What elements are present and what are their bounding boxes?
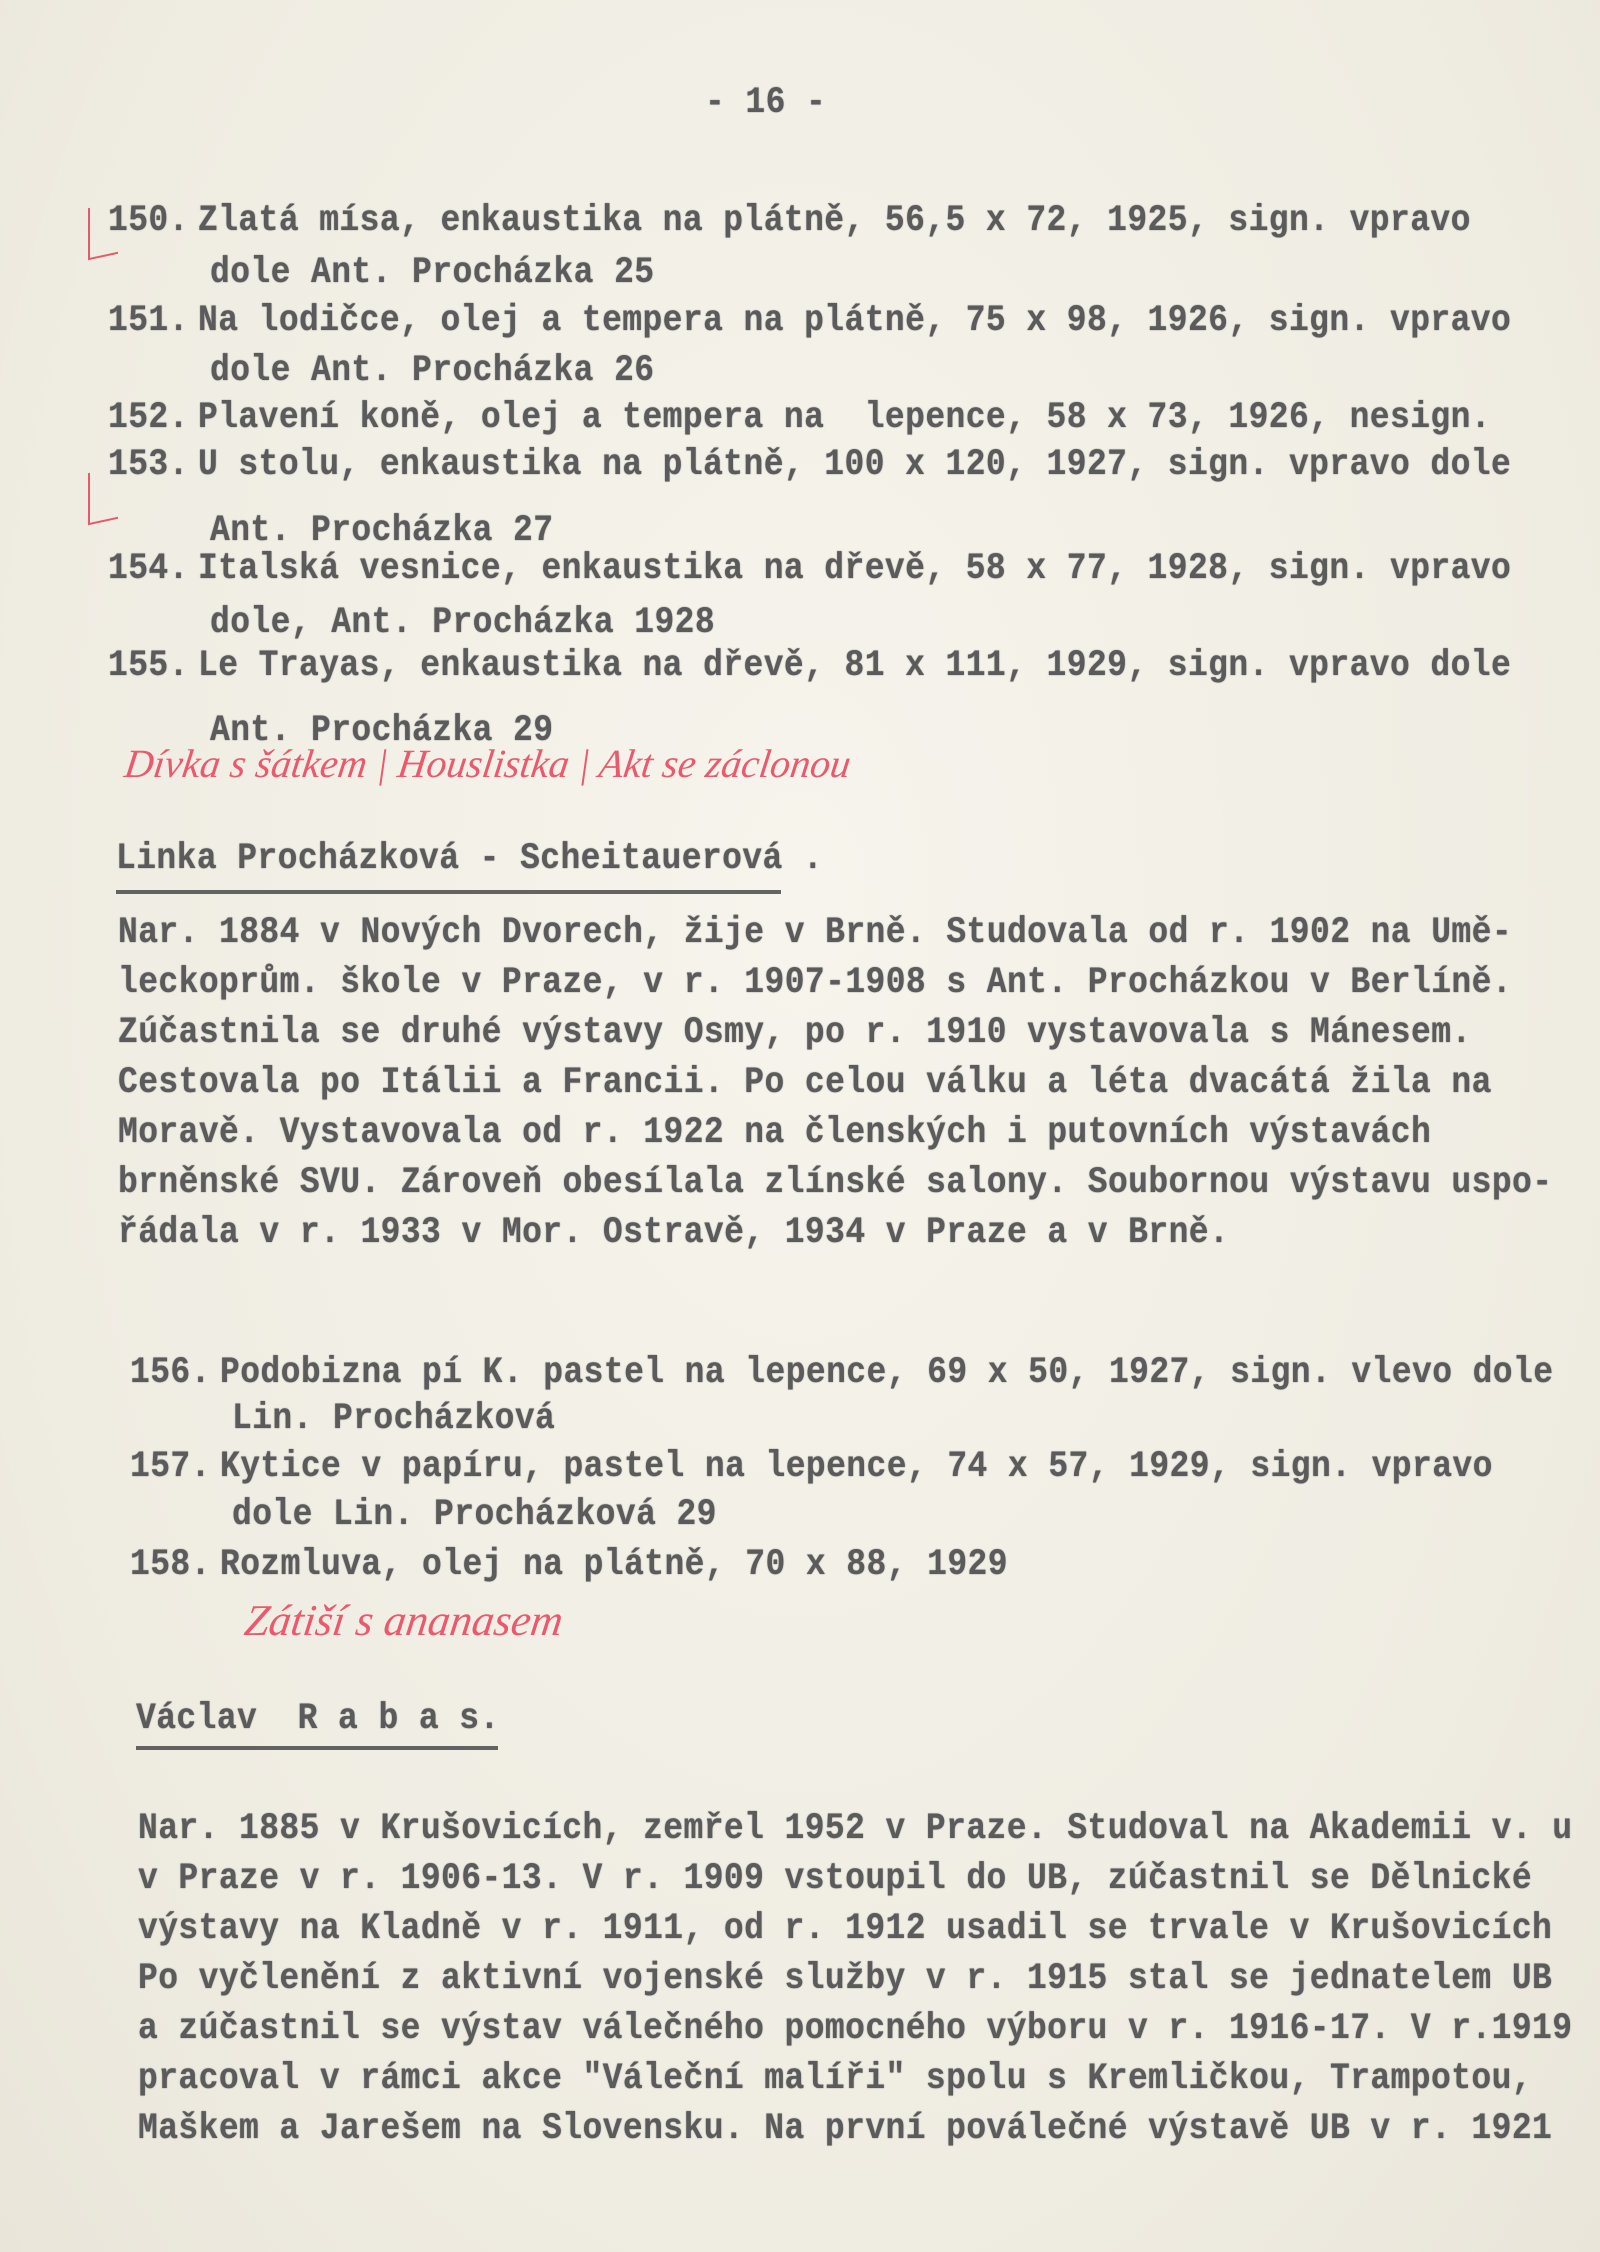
section-heading-rabas: Václav R a b a s. bbox=[136, 1698, 500, 1740]
heading-underline bbox=[136, 1746, 498, 1750]
entry-continuation: Ant. Procházka 27 bbox=[210, 510, 554, 552]
bio-line: Nar. 1885 v Krušovicích, zemřel 1952 v Praze. Studoval na Akademii v. u bbox=[138, 1808, 1573, 1850]
entry-text: U stolu, enkaustika na plátně, 100 x 120, 1927, sign. vpravo dole bbox=[198, 444, 1512, 486]
entry-text: Na lodičce, olej a tempera na plátně, 75 x 98, 1926, sign. vpravo bbox=[198, 300, 1512, 342]
entry-number: 152. bbox=[108, 397, 189, 439]
entry-text: Zlatá mísa, enkaustika na plátně, 56,5 x 72, 1925, sign. vpravo bbox=[198, 200, 1471, 242]
handwritten-note: Dívka s šátkem | Houslistka | Akt se záclonou bbox=[121, 741, 854, 786]
entry-text: Plavení koně, olej a tempera na lepence, 58 x 73, 1926, nesign. bbox=[198, 397, 1492, 439]
entry-number: 151. bbox=[108, 300, 189, 342]
entry-continuation: dole, Ant. Procházka 1928 bbox=[210, 602, 716, 644]
bio-line: Po vyčlenění z aktivní vojenské služby v r. 1915 stal se jednatelem UB bbox=[138, 1958, 1553, 2000]
bio-line: brněnské SVU. Zároveň obesílala zlínské salony. Soubornou výstavu uspo- bbox=[118, 1162, 1553, 1204]
bio-line: Maškem a Jarešem na Slovensku. Na první poválečné výstavě UB v r. 1921 bbox=[138, 2108, 1553, 2150]
bio-line: výstavy na Kladně v r. 1911, od r. 1912 usadil se trvale v Krušovicích bbox=[138, 1908, 1553, 1950]
bio-line: Cestovala po Itálii a Francii. Po celou válku a léta dvacátá žila na bbox=[118, 1062, 1492, 1104]
entry-continuation: dole Ant. Procházka 26 bbox=[210, 350, 655, 392]
entry-number: 150. bbox=[108, 200, 189, 242]
entry-number: 157. bbox=[130, 1446, 211, 1488]
bio-line: Moravě. Vystavovala od r. 1922 na členských i putovních výstavách bbox=[118, 1112, 1432, 1154]
page-number: - 16 - bbox=[705, 82, 827, 124]
bio-line: Nar. 1884 v Nových Dvorech, žije v Brně. Studovala od r. 1902 na Umě- bbox=[118, 912, 1513, 954]
heading-underline bbox=[116, 890, 781, 894]
bio-line: a zúčastnil se výstav válečného pomocného výboru v r. 1916-17. V r.1919 bbox=[138, 2008, 1573, 2050]
handwritten-note: Zátiší s ananasem bbox=[241, 1596, 567, 1645]
bio-line: řádala v r. 1933 v Mor. Ostravě, 1934 v Praze a v Brně. bbox=[118, 1212, 1230, 1254]
entry-continuation: Ant. Procházka 29 bbox=[210, 710, 554, 752]
entry-number: 154. bbox=[108, 548, 189, 590]
entry-text: Podobizna pí K. pastel na lepence, 69 x 50, 1927, sign. vlevo dole bbox=[220, 1352, 1554, 1394]
bio-line: leckoprům. škole v Praze, v r. 1907-1908 s Ant. Procházkou v Berlíně. bbox=[118, 962, 1513, 1004]
entry-text: Le Trayas, enkaustika na dřevě, 81 x 111, 1929, sign. vpravo dole bbox=[198, 645, 1512, 687]
entry-number: 156. bbox=[130, 1352, 211, 1394]
entry-number: 155. bbox=[108, 645, 189, 687]
entry-number: 153. bbox=[108, 444, 189, 486]
entry-text: Rozmluva, olej na plátně, 70 x 88, 1929 bbox=[220, 1544, 1008, 1586]
entry-text: Italská vesnice, enkaustika na dřevě, 58 x 77, 1928, sign. vpravo bbox=[198, 548, 1512, 590]
entry-number: 158. bbox=[130, 1544, 211, 1586]
entry-continuation: dole Lin. Procházková 29 bbox=[232, 1494, 717, 1536]
entry-continuation: dole Ant. Procházka 25 bbox=[210, 252, 655, 294]
entry-continuation: Lin. Procházková bbox=[232, 1398, 556, 1440]
bio-line: v Praze v r. 1906-13. V r. 1909 vstoupil do UB, zúčastnil se Dělnické bbox=[138, 1858, 1533, 1900]
entry-text: Kytice v papíru, pastel na lepence, 74 x 57, 1929, sign. vpravo bbox=[220, 1446, 1493, 1488]
bio-line: Zúčastnila se druhé výstavy Osmy, po r. 1910 vystavovala s Mánesem. bbox=[118, 1012, 1472, 1054]
section-heading-linka: Linka Procházková - Scheitauerová . bbox=[116, 838, 824, 880]
bio-line: pracoval v rámci akce "Váleční malíři" spolu s Kremličkou, Trampotou, bbox=[138, 2058, 1533, 2100]
